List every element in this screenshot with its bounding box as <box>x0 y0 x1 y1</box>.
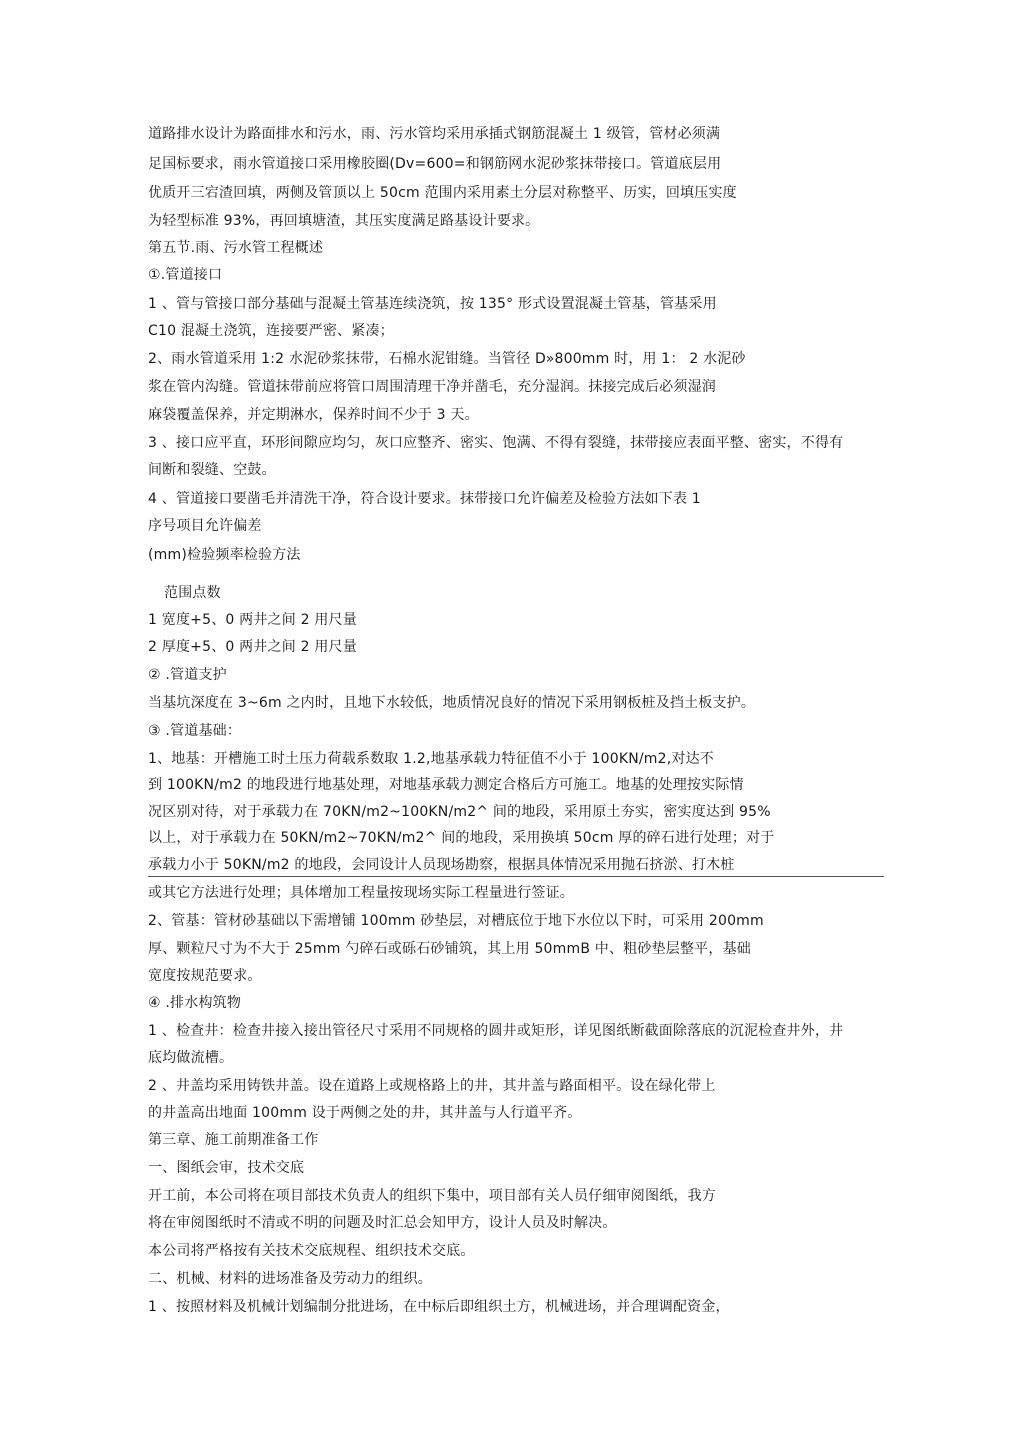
horizontal-rule <box>148 876 884 877</box>
text-line: 优质开三宕渣回填，两侧及管顶以上 50cm 范围内采用素土分层对称整平、历实，回填压实度 <box>148 185 737 201</box>
text-line: 承载力小于 50KN/m2 的地段，会同设计人员现场勘察，根据具体情况采用抛石挤淤、打木桩 <box>148 857 735 873</box>
text-line: 2 、井盖均采用铸铁井盖。设在道路上或规格路上的井，其井盖与路面相平。设在绿化带上 <box>148 1078 716 1094</box>
subsection-heading: ④ .排水构筑物 <box>148 995 242 1011</box>
text-line: 4 、管道接口要凿毛并清洗干净，符合设计要求。抹带接口允许偏差及检验方法如下表 1 <box>148 491 701 507</box>
subsection-heading: ①.管道接口 <box>148 267 223 283</box>
text-line: 厚、颗粒尺寸为不大于 25mm 勺碎石或砾石砂铺筑，其上用 50mmB 中、粗砂垫层整平，基础 <box>148 941 751 957</box>
text-line: 况区别对待，对于承载力在 70KN/m2~100KN/m2^ 间的地段，采用原土夯实，密实度达到 95% <box>148 804 771 820</box>
text-line: 2、管基：管材砂基础以下需增铺 100mm 砂垫层，对槽底位于地下水位以下时，可采用 200mm <box>148 913 764 929</box>
text-line: C10 混凝土浇筑，连接要严密、紧凑； <box>148 323 394 339</box>
text-line: 当基坑深度在 3~6m 之内时，且地下水较低，地质情况良好的情况下采用钢板桩及挡土板支护。 <box>148 695 756 711</box>
table-header-line: 序号项目允许偏差 <box>148 518 262 534</box>
table-header-line: 范围点数 <box>164 585 221 601</box>
text-line: 的井盖高出地面 100mm 设于两侧之处的井，其井盖与人行道平齐。 <box>148 1105 582 1121</box>
text-line: 1 、按照材料及机械计划编制分批进场，在中标后即组织土方，机械进场，并合理调配资金， <box>148 1299 730 1315</box>
text-line: 麻袋覆盖保养，并定期淋水，保养时间不少于 3 天。 <box>148 407 479 423</box>
subsection-heading: ② .管道支护 <box>148 667 227 683</box>
text-line: 道路排水设计为路面排水和污水，雨、污水管均采用承插式钢筋混凝土 1 级管，管材必须满 <box>148 126 721 142</box>
section-heading: 第五节.雨、污水管工程概述 <box>148 240 324 256</box>
table-header-line: (mm)检验频率检验方法 <box>148 547 301 563</box>
text-line: 间断和裂缝、空鼓。 <box>148 462 276 478</box>
text-line: 或其它方法进行处理；具体增加工程量按现场实际工程量进行签证。 <box>148 885 574 901</box>
section-heading: 一、图纸会审，技术交底 <box>148 1160 305 1176</box>
text-line: 底均做流槽。 <box>148 1050 234 1066</box>
text-line: 到 100KN/m2 的地段进行地基处理，对地基承载力测定合格后方可施工。地基的处理按实际情 <box>148 777 744 793</box>
text-line: 以上，对于承载力在 50KN/m2~70KN/m2^ 间的地段，采用换填 50cm 厚的碎石进行处理；对于 <box>148 830 775 846</box>
text-line: 为轻型标准 93%，再回填塘渣，其压实度满足路基设计要求。 <box>148 213 540 229</box>
text-line: 本公司将严格按有关技术交底规程、组织技术交底。 <box>148 1243 475 1259</box>
table-row: 1 宽度+5、0 两井之间 2 用尺量 <box>148 612 357 628</box>
chapter-heading: 第三章、施工前期准备工作 <box>148 1132 319 1148</box>
text-line: 宽度按规范要求。 <box>148 968 262 984</box>
table-row: 2 厚度+5、0 两井之间 2 用尺量 <box>148 639 357 655</box>
text-line: 3 、接口应平直，环形间隙应均匀，灰口应整齐、密实、饱满、不得有裂缝，抹带接应表面平整、密实，不得有 <box>148 435 844 451</box>
text-line: 浆在管内沟缝。管道抹带前应将管口周围清理干净并凿毛，充分湿润。抹接完成后必须湿润 <box>148 379 716 395</box>
text-line: 开工前，本公司将在项目部技术负责人的组织下集中，项目部有关人员仔细审阅图纸，我方 <box>148 1188 716 1204</box>
text-line: 将在审阅图纸时不清或不明的问题及时汇总会知甲方，设计人员及时解决。 <box>148 1215 617 1231</box>
text-line: 1 、管与管接口部分基础与混凝土管基连续浇筑，按 135° 形式设置混凝土管基，管基采用 <box>148 296 717 312</box>
section-heading: 二、机械、材料的进场准备及劳动力的组织。 <box>148 1271 432 1287</box>
text-line: 足国标要求，雨水管道接口采用橡胶圈(Dv=600=和钢筋网水泥砂浆抹带接口。管道底层用 <box>148 156 722 172</box>
text-line: 1、地基：开槽施工时土压力荷载系数取 1.2,地基承载力特征值不小于 100KN/m2,对达不 <box>148 751 715 767</box>
subsection-heading: ③ .管道基础： <box>148 723 242 739</box>
text-line: 1 、检查井：检查井接入接出管径尺寸采用不同规格的圆井或矩形，详见图纸断截面除落底的沉泥检查井外，井 <box>148 1023 844 1039</box>
text-line: 2、雨水管道采用 1:2 水泥砂浆抹带，石棉水泥钳缝。当管径 D»800mm 时，用 1： 2 水泥砂 <box>148 351 746 367</box>
